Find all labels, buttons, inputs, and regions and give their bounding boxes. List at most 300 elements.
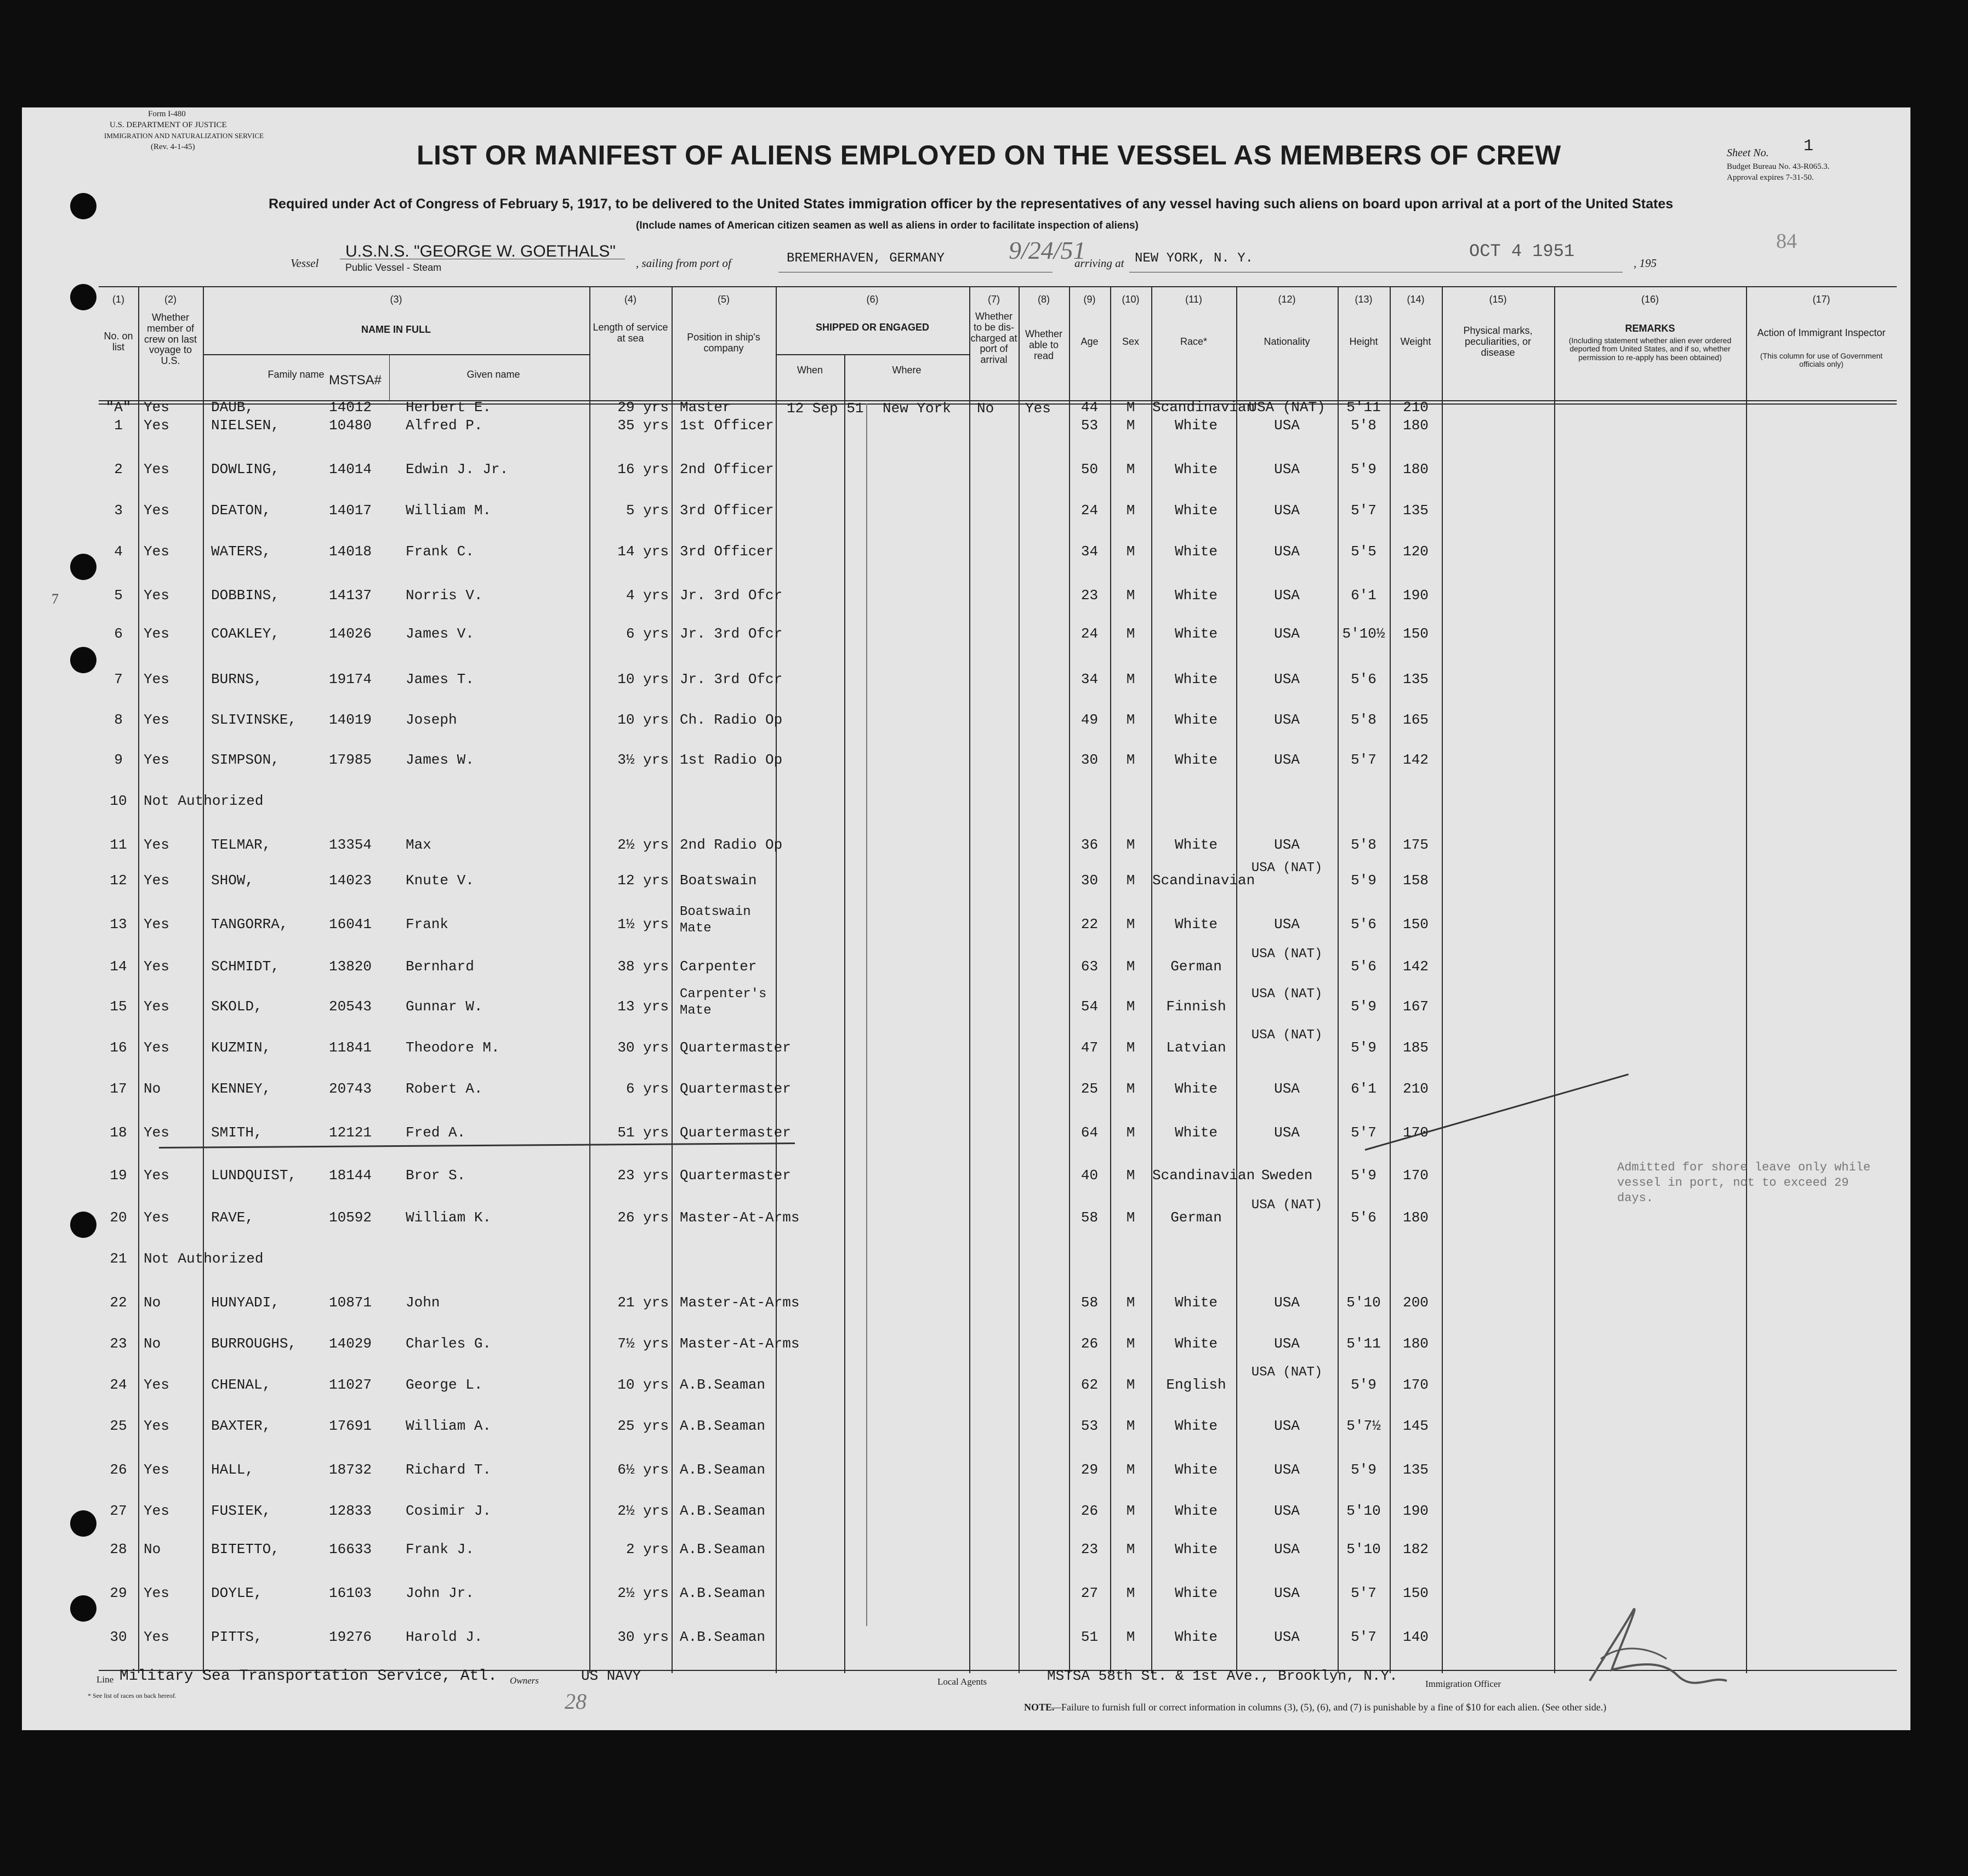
row-weight: 170 — [1403, 1167, 1429, 1184]
row-family-name: DOYLE, — [211, 1585, 263, 1601]
row-length: 10 yrs — [617, 671, 669, 687]
crew-row — [22, 1198, 1910, 1228]
row-height: 5'7 — [1351, 1124, 1377, 1141]
row-mstsa: 14026 — [329, 626, 372, 642]
row-nationality: USA — [1274, 1541, 1300, 1557]
row-length: 25 yrs — [617, 1418, 669, 1434]
row-given-name: James V. — [406, 626, 474, 642]
row-position: Jr. 3rd Ofcr — [680, 587, 783, 604]
row-family-name: NIELSEN, — [211, 417, 280, 434]
row-mstsa: 10480 — [329, 417, 372, 434]
row-nationality: USA — [1274, 712, 1300, 728]
row-height: 5'9 — [1351, 998, 1377, 1015]
row-height: 5'9 — [1351, 1167, 1377, 1184]
row-member: Not Authorized — [144, 1250, 264, 1267]
row-number: 19 — [110, 1167, 127, 1184]
row-age: 40 — [1080, 1167, 1099, 1184]
crew-row — [22, 1503, 1910, 1521]
row-sex: M — [1126, 1209, 1135, 1226]
row-given-name: Theodore M. — [406, 1039, 500, 1056]
row-height: 5'10 — [1346, 1541, 1381, 1557]
hdr-age: Age — [1080, 336, 1099, 347]
row-race: White — [1174, 417, 1218, 434]
row-position: Boatswain Mate — [680, 905, 751, 936]
row-position: Master — [680, 399, 731, 416]
row-given-name: Fred A. — [406, 1124, 466, 1141]
crew-row — [22, 861, 1910, 891]
row-sex: M — [1126, 1585, 1135, 1601]
col-num-1: (1) — [112, 294, 124, 305]
row-race: White — [1174, 1541, 1218, 1557]
row-position: Master-At-Arms — [680, 1294, 800, 1311]
line-label: Line — [96, 1674, 114, 1685]
row-sex: M — [1126, 1335, 1135, 1352]
row-age: 25 — [1080, 1081, 1099, 1097]
crew-row — [22, 399, 1910, 418]
row-position: 2nd Radio Op — [680, 837, 783, 853]
row-position: Master-At-Arms — [680, 1209, 800, 1226]
row-given-name: James W. — [406, 752, 474, 768]
row-weight: 167 — [1403, 998, 1429, 1015]
owners-label: Owners — [510, 1675, 539, 1686]
row-height: 5'11 — [1346, 399, 1381, 416]
row-family-name: FUSIEK, — [211, 1503, 271, 1519]
row-race: White — [1174, 916, 1218, 933]
row-number: 3 — [114, 502, 123, 519]
year-suffix: , 195 — [1634, 257, 1657, 270]
row-height: 5'5 — [1351, 543, 1377, 560]
row-nationality: USA — [1274, 1629, 1300, 1645]
row-number: 30 — [110, 1629, 127, 1645]
row-member: Yes — [144, 399, 169, 416]
row-height: 5'6 — [1351, 671, 1377, 687]
row-position: Quartermaster — [680, 1167, 791, 1184]
crew-row — [22, 1541, 1910, 1560]
row-weight: 190 — [1403, 587, 1429, 604]
punch-hole — [70, 284, 96, 310]
row-nationality: USA — [1274, 543, 1300, 560]
row-age: 58 — [1080, 1209, 1099, 1226]
row-length: 14 yrs — [617, 543, 669, 560]
row-weight: 142 — [1403, 752, 1429, 768]
row-member: Yes — [144, 1039, 169, 1056]
row-number: 16 — [110, 1039, 127, 1056]
row-position: A.B.Seaman — [680, 1629, 766, 1645]
row-length: 21 yrs — [617, 1294, 669, 1311]
row-age: 30 — [1080, 872, 1099, 889]
row-sex: M — [1126, 671, 1135, 687]
row-mstsa: 14019 — [329, 712, 372, 728]
row-length: 10 yrs — [617, 712, 669, 728]
row-given-name: George L. — [406, 1377, 483, 1393]
arrival-date: OCT 4 1951 — [1469, 241, 1575, 261]
row-length: 29 yrs — [617, 399, 669, 416]
row-sex: M — [1126, 872, 1135, 889]
row-mstsa: 14137 — [329, 587, 372, 604]
hdr-shipped: SHIPPED OR ENGAGED — [815, 322, 930, 333]
row-given-name: Frank — [406, 916, 449, 933]
row-age: 50 — [1080, 461, 1099, 477]
row-nationality: USA (NAT) — [1251, 1198, 1323, 1213]
hdr-given-name: Given name — [467, 369, 520, 380]
hdr-family-name: Family name — [268, 369, 325, 380]
row-mstsa: 16633 — [329, 1541, 372, 1557]
row-mstsa: 17985 — [329, 752, 372, 768]
row-mstsa: 16103 — [329, 1585, 372, 1601]
crew-row — [22, 417, 1910, 436]
row-position: A.B.Seaman — [680, 1585, 766, 1601]
row-member: Yes — [144, 502, 169, 519]
row-nationality: USA (NAT) — [1251, 861, 1323, 876]
row-mstsa: 17691 — [329, 1418, 372, 1434]
hdr-race: Race* — [1180, 336, 1208, 347]
crew-row — [22, 1335, 1910, 1354]
line-value: Military Sea Transportation Service, Atl. — [120, 1668, 497, 1685]
hdr-whether-member: Whether member of crew on last voyage to U.S. — [144, 312, 197, 367]
col-num-8: (8) — [1038, 294, 1050, 305]
row-position: A.B.Seaman — [680, 1462, 766, 1478]
crew-row — [22, 502, 1910, 521]
row-family-name: COAKLEY, — [211, 626, 280, 642]
row-nationality: USA — [1274, 752, 1300, 768]
row-nationality: USA — [1274, 587, 1300, 604]
punch-hole — [70, 193, 96, 219]
row-a-discharged: No — [977, 400, 994, 417]
row-number: 9 — [114, 752, 123, 768]
row-nationality: USA — [1274, 916, 1300, 933]
row-sex: M — [1126, 837, 1135, 853]
row-given-name: William K. — [406, 1209, 492, 1226]
row-mstsa: 14012 — [329, 399, 372, 416]
row-weight: 120 — [1403, 543, 1429, 560]
row-member: Yes — [144, 1503, 169, 1519]
row-position: 3rd Officer — [680, 502, 774, 519]
row-sex: M — [1126, 502, 1135, 519]
row-family-name: BAXTER, — [211, 1418, 271, 1434]
row-nationality: USA (NAT) — [1251, 987, 1323, 1002]
row-mstsa: 20543 — [329, 998, 372, 1015]
row-sex: M — [1126, 399, 1135, 416]
row-age: 34 — [1080, 671, 1099, 687]
row-race: Finnish — [1166, 998, 1226, 1015]
row-position: Jr. 3rd Ofcr — [680, 626, 783, 642]
vessel-name: U.S.N.S. "GEORGE W. GOETHALS" — [345, 242, 616, 260]
row-number: 5 — [114, 587, 123, 604]
row-mstsa: 14029 — [329, 1335, 372, 1352]
row-family-name: BITETTO, — [211, 1541, 280, 1557]
row-length: 2½ yrs — [617, 1503, 669, 1519]
row-family-name: SIMPSON, — [211, 752, 280, 768]
hdr-action: Action of Immigrant Inspector — [1757, 327, 1886, 338]
row-member: Yes — [144, 1418, 169, 1434]
row-member: Yes — [144, 712, 169, 728]
row-position: Ch. Radio Op — [680, 712, 783, 728]
row-length: 51 yrs — [617, 1124, 669, 1141]
row-given-name: John Jr. — [406, 1585, 474, 1601]
row-length: 6½ yrs — [617, 1462, 669, 1478]
row-member: Yes — [144, 1585, 169, 1601]
row-number: 28 — [110, 1541, 127, 1557]
row-number: 18 — [110, 1124, 127, 1141]
row-age: 49 — [1080, 712, 1099, 728]
row-member: Yes — [144, 998, 169, 1015]
row-number: 2 — [114, 461, 123, 477]
hdr-height: Height — [1349, 336, 1378, 347]
row-weight: 200 — [1403, 1294, 1429, 1311]
row-race: German — [1170, 1209, 1222, 1226]
row-member: Yes — [144, 1377, 169, 1393]
note-label: NOTE. — [1024, 1702, 1055, 1713]
row-age: 23 — [1080, 1541, 1099, 1557]
row-weight: 170 — [1403, 1124, 1429, 1141]
vessel-label: Vessel — [291, 257, 319, 270]
row-age: 47 — [1080, 1039, 1099, 1056]
row-age: 23 — [1080, 587, 1099, 604]
row-height: 5'10½ — [1342, 626, 1385, 642]
row-member: Not Authorized — [144, 793, 264, 809]
row-member: Yes — [144, 1462, 169, 1478]
crew-row — [22, 712, 1910, 730]
row-age: 51 — [1080, 1629, 1099, 1645]
crew-row — [22, 793, 1910, 811]
row-sex: M — [1126, 916, 1135, 933]
row-position: A.B.Seaman — [680, 1541, 766, 1557]
row-weight: 150 — [1403, 626, 1429, 642]
row-age: 29 — [1080, 1462, 1099, 1478]
row-height: 5'8 — [1351, 837, 1377, 853]
row-weight: 210 — [1403, 399, 1429, 416]
row-height: 5'9 — [1351, 872, 1377, 889]
row-mstsa: 11027 — [329, 1377, 372, 1393]
row-nationality: USA — [1274, 1503, 1300, 1519]
row-nationality: USA — [1274, 1418, 1300, 1434]
row-weight: 210 — [1403, 1081, 1429, 1097]
row-mstsa: 19174 — [329, 671, 372, 687]
row-weight: 135 — [1403, 502, 1429, 519]
row-given-name: Bror S. — [406, 1167, 466, 1184]
row-position: 1st Radio Op — [680, 752, 783, 768]
row-number: 12 — [110, 872, 127, 889]
col-num-6: (6) — [866, 294, 879, 305]
row-given-name: Max — [406, 837, 431, 853]
row-height: 5'8 — [1351, 417, 1377, 434]
row-family-name: SMITH, — [211, 1124, 263, 1141]
row-age: 22 — [1080, 916, 1099, 933]
row-height: 6'1 — [1351, 587, 1377, 604]
row-mstsa: 12121 — [329, 1124, 372, 1141]
revision: (Rev. 4-1-45) — [151, 143, 195, 151]
row-height: 5'11 — [1346, 1335, 1381, 1352]
row-sex: M — [1126, 1503, 1135, 1519]
row-race: White — [1174, 837, 1218, 853]
row-nationality: USA — [1274, 837, 1300, 853]
crew-row — [22, 1250, 1910, 1269]
row-number: 13 — [110, 916, 127, 933]
row-weight: 150 — [1403, 916, 1429, 933]
row-nationality: USA — [1274, 626, 1300, 642]
row-race: White — [1174, 1462, 1218, 1478]
hdr-nationality: Nationality — [1264, 336, 1310, 347]
row-length: 1½ yrs — [617, 916, 669, 933]
row-height: 5'7 — [1351, 1585, 1377, 1601]
row-position: Carpenter — [680, 958, 757, 975]
row-nationality: USA — [1274, 1585, 1300, 1601]
row-weight: 190 — [1403, 1503, 1429, 1519]
row-race: White — [1174, 1418, 1218, 1434]
row-position: Boatswain — [680, 872, 757, 889]
owners-handwritten: 28 — [565, 1689, 587, 1714]
col-num-11: (11) — [1185, 294, 1202, 305]
row-given-name: Knute V. — [406, 872, 474, 889]
hdr-remarks-note: (Including statement whether alien ever ordered deported from United States, and if so, whether permission to re-apply has been obtained) — [1568, 336, 1732, 362]
margin-mark: 7 — [52, 591, 59, 607]
row-age: 54 — [1080, 998, 1099, 1015]
department: U.S. DEPARTMENT OF JUSTICE — [110, 121, 227, 129]
row-race: White — [1174, 1335, 1218, 1352]
row-length: 16 yrs — [617, 461, 669, 477]
row-member: Yes — [144, 958, 169, 975]
hdr-sex: Sex — [1122, 336, 1140, 347]
row-age: 63 — [1080, 958, 1099, 975]
row-family-name: SLIVINSKE, — [211, 712, 297, 728]
row-number: 11 — [110, 837, 127, 853]
row-number: 23 — [110, 1335, 127, 1352]
row-sex: M — [1126, 461, 1135, 477]
row-height: 5'9 — [1351, 1039, 1377, 1056]
row-nationality: USA (NAT) — [1251, 1028, 1323, 1043]
row-nationality: USA (NAT) — [1251, 947, 1323, 962]
row-family-name: BURNS, — [211, 671, 263, 687]
row-length: 7½ yrs — [617, 1335, 669, 1352]
row-family-name: SHOW, — [211, 872, 254, 889]
row-family-name: KENNEY, — [211, 1081, 271, 1097]
row-sex: M — [1126, 1462, 1135, 1478]
row-weight: 140 — [1403, 1629, 1429, 1645]
row-position: Carpenter's Mate — [680, 987, 767, 1018]
row-member: No — [144, 1335, 161, 1352]
crew-row — [22, 1081, 1910, 1099]
row-nationality: USA — [1274, 417, 1300, 434]
row-family-name: SKOLD, — [211, 998, 263, 1015]
row-member: Yes — [144, 417, 169, 434]
row-height: 5'9 — [1351, 461, 1377, 477]
row-race: White — [1174, 1629, 1218, 1645]
col-num-12: (12) — [1278, 294, 1296, 305]
sheet-number: 1 — [1804, 137, 1814, 156]
row-family-name: TELMAR, — [211, 837, 271, 853]
row-mstsa: 20743 — [329, 1081, 372, 1097]
row-given-name: Frank C. — [406, 543, 474, 560]
row-nationality: USA — [1274, 1462, 1300, 1478]
row-given-name: William A. — [406, 1418, 492, 1434]
row-race: English — [1166, 1377, 1226, 1393]
row-age: 36 — [1080, 837, 1099, 853]
row-height: 5'7 — [1351, 1629, 1377, 1645]
row-number: 20 — [110, 1209, 127, 1226]
row-number: 10 — [110, 793, 127, 809]
sailing-label: , sailing from port of — [636, 257, 731, 270]
row-family-name: HUNYADI, — [211, 1294, 280, 1311]
agents-value: MSTSA 58th St. & 1st Ave., Brooklyn, N.Y. — [1047, 1668, 1398, 1684]
row-nationality: Sweden — [1261, 1167, 1313, 1184]
row-sex: M — [1126, 752, 1135, 768]
col-num-13: (13) — [1355, 294, 1373, 305]
hdr-no-on-list: No. on list — [104, 331, 133, 353]
crew-row — [22, 905, 1910, 936]
row-position: A.B.Seaman — [680, 1418, 766, 1434]
row-member: Yes — [144, 626, 169, 642]
row-age: 24 — [1080, 626, 1099, 642]
row-position: 2nd Officer — [680, 461, 774, 477]
document-subtitle-2: (Include names of American citizen seamen as well as aliens in order to facilitate inspection of aliens) — [636, 220, 1139, 231]
col-num-2: (2) — [164, 294, 177, 305]
row-family-name: RAVE, — [211, 1209, 254, 1226]
row-number: 4 — [114, 543, 123, 560]
row-family-name: PITTS, — [211, 1629, 263, 1645]
row-number: 25 — [110, 1418, 127, 1434]
row-height: 5'9 — [1351, 1462, 1377, 1478]
crew-row — [22, 752, 1910, 770]
row-given-name: Robert A. — [406, 1081, 483, 1097]
row-member: Yes — [144, 1209, 169, 1226]
manifest-sheet — [22, 107, 1910, 1730]
row-nationality: USA — [1274, 671, 1300, 687]
row-height: 5'7½ — [1346, 1418, 1381, 1434]
row-position: 1st Officer — [680, 417, 774, 434]
row-weight: 180 — [1403, 1335, 1429, 1352]
hdr-length: Length of service at sea — [593, 322, 668, 344]
row-age: 27 — [1080, 1585, 1099, 1601]
row-length: 10 yrs — [617, 1377, 669, 1393]
crew-row — [22, 587, 1910, 606]
row-length: 2 yrs — [625, 1541, 669, 1557]
row-number: 22 — [110, 1294, 127, 1311]
crew-row — [22, 1124, 1910, 1143]
hdr-mstsa: MSTSA# — [329, 373, 382, 388]
row-family-name: DOWLING, — [211, 461, 280, 477]
document-subtitle: Required under Act of Congress of February 5, 1917, to be delivered to the United States immigration officer by the representatives of any vessel having such aliens on board upon arrival at a port of the United States — [269, 196, 1674, 212]
row-family-name: BURROUGHS, — [211, 1335, 297, 1352]
row-age: 53 — [1080, 417, 1099, 434]
row-given-name: Harold J. — [406, 1629, 483, 1645]
row-sex: M — [1126, 712, 1135, 728]
row-sex: M — [1126, 626, 1135, 642]
row-position: Master-At-Arms — [680, 1335, 800, 1352]
row-mstsa: 10592 — [329, 1209, 372, 1226]
row-weight: 182 — [1403, 1541, 1429, 1557]
remark-shore-leave: Admitted for shore leave only while vessel in port, not to exceed 29 days. — [1617, 1161, 1871, 1205]
row-given-name: John — [406, 1294, 440, 1311]
row-length: 3½ yrs — [617, 752, 669, 768]
hdr-able-read: Whether able to read — [1025, 328, 1063, 361]
row-height: 5'6 — [1351, 916, 1377, 933]
row-length: 13 yrs — [617, 998, 669, 1015]
row-mstsa: 13354 — [329, 837, 372, 853]
row-age: 24 — [1080, 502, 1099, 519]
row-nationality: USA — [1274, 502, 1300, 519]
inspector-signature — [1568, 1588, 1732, 1708]
row-height: 5'7 — [1351, 752, 1377, 768]
document-title: LIST OR MANIFEST OF ALIENS EMPLOYED ON THE VESSEL AS MEMBERS OF CREW — [417, 140, 1561, 170]
row-number: 24 — [110, 1377, 127, 1393]
row-height: 5'6 — [1351, 1209, 1377, 1226]
row-number: 14 — [110, 958, 127, 975]
row-position: Quartermaster — [680, 1081, 791, 1097]
row-age: 64 — [1080, 1124, 1099, 1141]
row-nationality: USA — [1274, 1335, 1300, 1352]
punch-hole — [70, 1595, 96, 1622]
races-note: * See list of races on back hereof. — [88, 1692, 177, 1699]
